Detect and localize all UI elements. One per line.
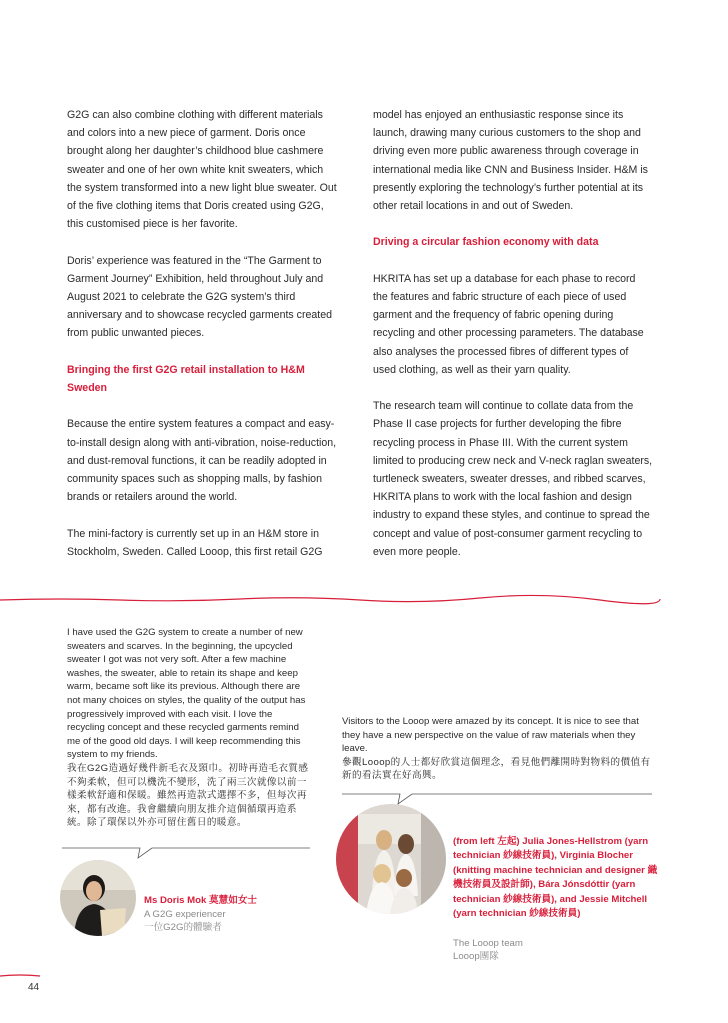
person-role-en: A G2G experiencer (144, 909, 226, 920)
photo-caption: (from left 左起) Julia Jones-Hellstrom (yarn technician 紗線技術員), Virginia Blocher (knitting machine technician and designer 織機技術員及設計師), Bára Jónsdóttir (yarn technician 紗線技術員), and Jessie Mitchell (yarn technician 紗線技術員) (453, 836, 658, 920)
paragraph: Because the entire system features a compact and easy-to-install design along with anti-vibration, noise-reduction, and dust-removal functions, it can be readily adopted in community spaces such as shopping malls, by fashion brands or retailers around the world. (67, 418, 337, 504)
paragraph: G2G can also combine clothing with different materials and colors into a new piece of garment. Doris once brought along her daughter’s childhood blue cashmere sweater and one of her own white knit sweaters, which the system transformed into a new light blue sweater. Out of the five clothing items that Doris created using G2G, this customised piece is her favorite. (67, 109, 337, 231)
page-mark-line (0, 970, 42, 980)
avatar-doris (60, 860, 136, 936)
quote-doris (67, 626, 312, 830)
article-left-column (67, 106, 337, 579)
person-role-zh: 一位G2G的體驗者 (144, 922, 222, 933)
paragraph: The research team will continue to collate data from the Phase II case projects for further developing the fibre recycling process in Phase III. With the current system limited to producing crew neck and V-neck raglan sweaters, turtleneck sweaters, sweater dresses, and ribbed scarves, HKRITA plans to work with the local fashion and design industry to expand these styles, and continue to spread the concept and value of post-consumer garment recycling to even more people. (373, 400, 653, 558)
page-number: 44 (28, 982, 40, 993)
speech-bubble-tail (60, 840, 320, 862)
photo-looop-team (336, 804, 446, 914)
person-role-zh: Looop團隊 (453, 951, 499, 962)
wavy-divider (0, 586, 728, 610)
paragraph: model has enjoyed an enthusiastic response since its launch, drawing many curious customers to the shop and driving even more public awareness through coverage in international media like CNN and Business Insider. H&M is presently exploring the technology’s further potential at its other retail locations in and out of Sweden. (373, 109, 648, 213)
person-role-en: The Looop team (453, 938, 523, 949)
person-name: Ms Doris Mok 莫慧如女士 (144, 895, 258, 906)
section-heading: Driving a circular fashion economy with data (373, 236, 599, 249)
quote-text-en: I have used the G2G system to create a number of new sweaters and scarves. In the beginning, the upcycled sweater I got was not very soft. After a few machine washes, the sweater, able to retain its shape and keep warm, became soft like its previous. Although there are not many choices on styles, the quality of the output has progressively improved with each visit. I love the recycling concept and these recycled garments remind me of the good old days. I will keep recommending this system to my friends. (67, 627, 306, 761)
quote-text-zh: 我在G2G造過好幾件新毛衣及頸巾。初時再造毛衣質感不夠柔軟，但可以機洗不變形，洗了兩三次就像以前一樣柔軟舒適和保暖。雖然再造款式選擇不多，但每次再來，都有改進。我會繼續向朋友推介這個循環再造系統。除了環保以外亦可留住舊日的暖意。 (67, 762, 309, 829)
section-heading: Bringing the first G2G retail installation to H&M Sweden (67, 363, 305, 395)
paragraph: Doris’ experience was featured in the “The Garment to Garment Journey” Exhibition, held throughout July and August 2021 to celebrate the G2G system’s third anniversary and to showcase recycled garments created from public unwanted pieces. (67, 254, 332, 340)
quote-text-en: Visitors to the Looop were amazed by its concept. It is nice to see that they have a new perspective on the value of raw materials when they leave. (342, 716, 639, 755)
paragraph: The mini-factory is currently set up in an H&M store in Stockholm, Sweden. Called Looop, this first retail G2G (67, 527, 323, 558)
quote-text-zh: 參觀Looop的人士都好欣賞這個理念，看見他們離開時對物料的價值有新的看法實在好高興。 (342, 756, 651, 782)
article-right-column (373, 106, 653, 579)
quote-looop (342, 715, 652, 783)
paragraph: HKRITA has set up a database for each phase to record the features and fabric structure of each piece of used garment and the frequency of fabric opening during recycling and other processing parameters. The database also analyses the processed fibres of different types of used clothing, as well as their yarn quality. (373, 272, 644, 376)
